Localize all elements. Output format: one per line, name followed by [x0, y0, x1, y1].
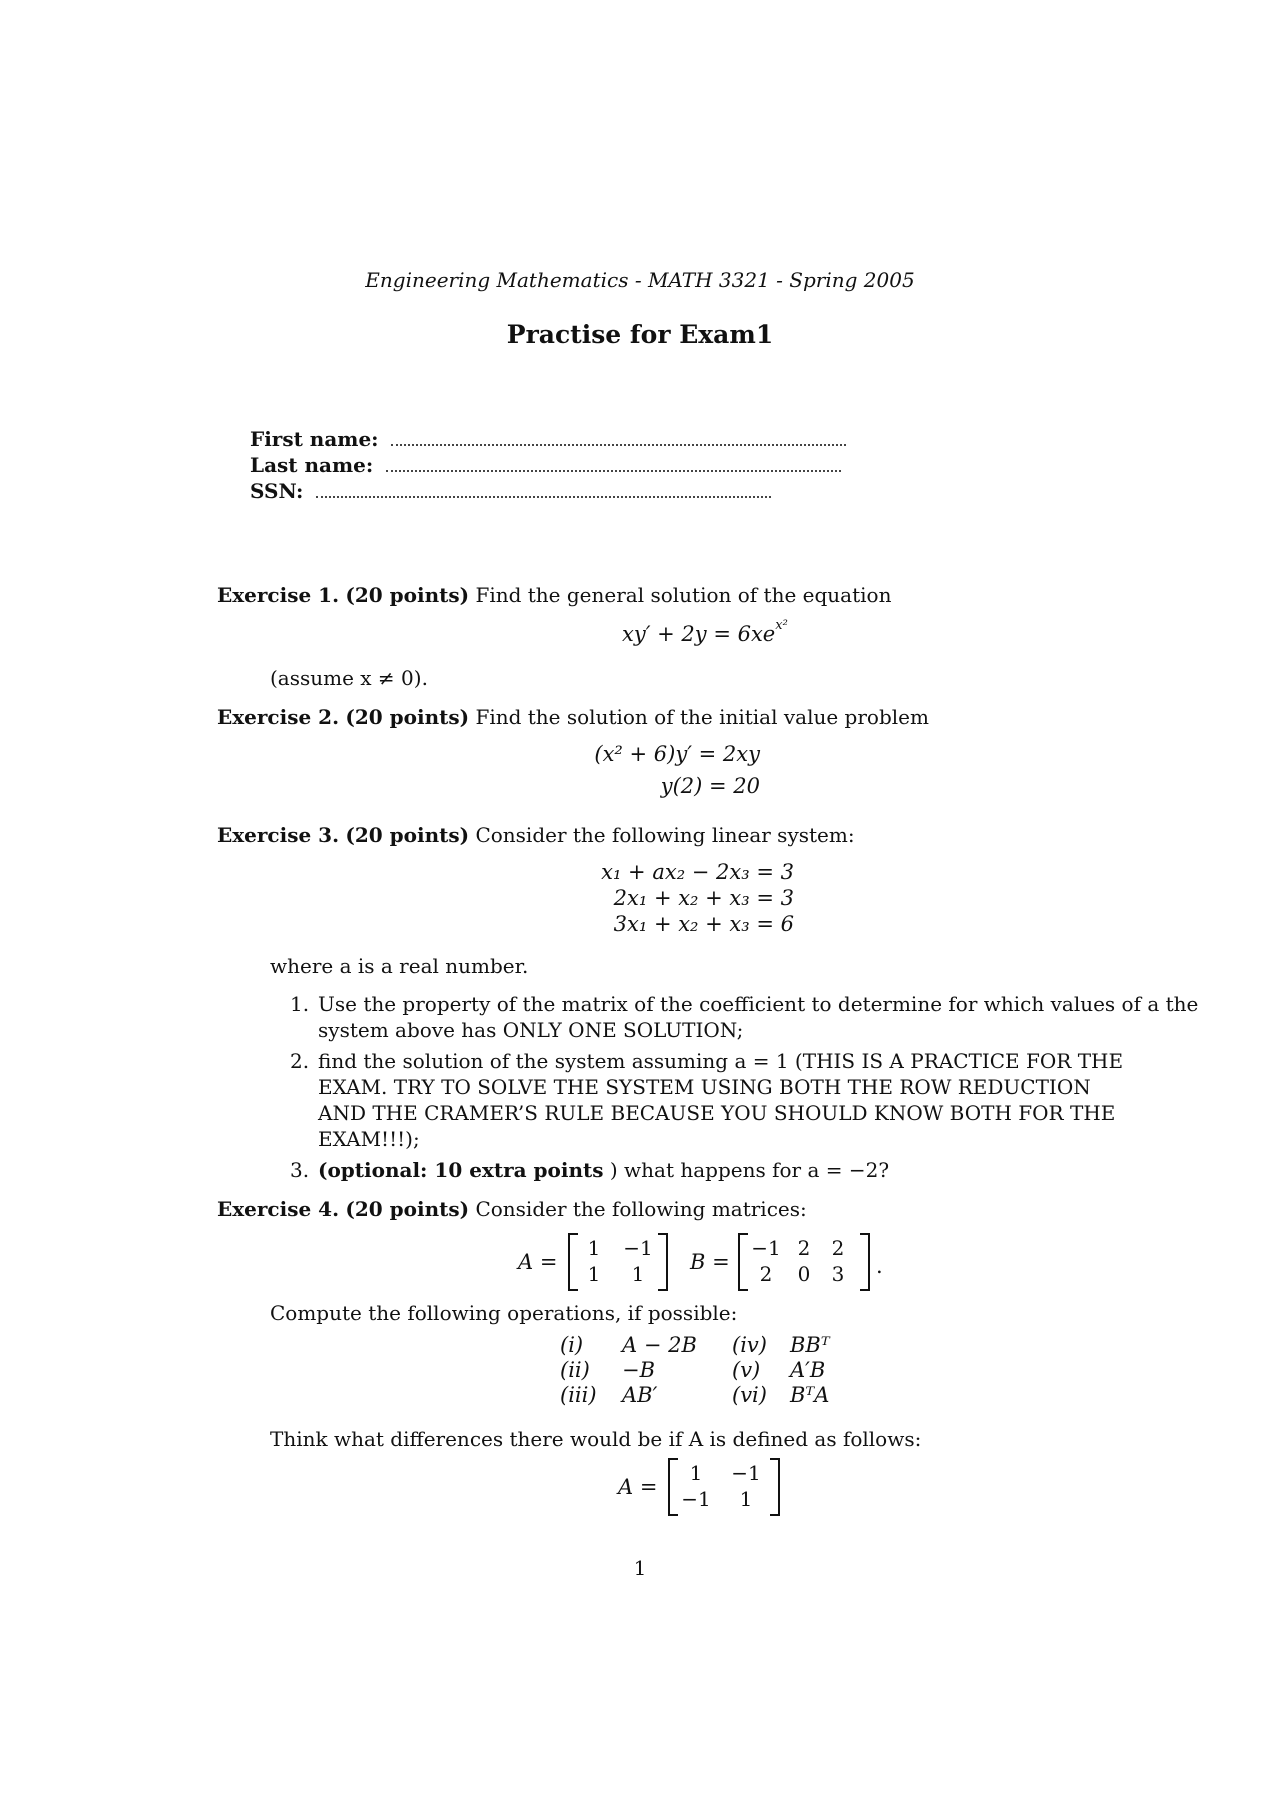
matrix-a2 — [668, 1458, 780, 1516]
exercise-points: (20 points) — [345, 1197, 470, 1221]
op-item: (iii) — [560, 1383, 597, 1407]
ex4-think: Think what differences there would be if A is defined as follows: — [270, 1427, 922, 1451]
exercise-text: Consider the following matrices: — [475, 1197, 807, 1221]
list-item: 2. find the solution of the system assuming a = 1 (THIS IS A PRACTICE FOR THE EXAM. TRY TO SOLVE THE SYSTEM USING BOTH THE ROW REDUCTION AND THE CRAMER’S RULE BECAUSE YOU SHOULD KNOW BOTH FOR THE EXAM!!!); — [290, 1049, 1124, 1151]
matrix-cell: −1 — [681, 1487, 711, 1511]
matrix-cell: 2 — [831, 1236, 845, 1260]
matrix-a — [568, 1233, 668, 1291]
matrix-b — [738, 1233, 870, 1291]
matrix-cell: 1 — [631, 1262, 645, 1286]
exercise-label: Exercise 4. — [217, 1197, 340, 1221]
matrix-a2-label: A = — [618, 1475, 658, 1499]
page-title: Practise for Exam1 — [506, 320, 774, 349]
ex3-equation-1: x₁ + ax₂ − 2x₃ = 3 — [601, 860, 794, 884]
list-item: 3. (optional: 10 extra points ) what happens for a = −2? — [290, 1158, 890, 1182]
op-item: (i) — [560, 1333, 584, 1357]
matrix-cell: −1 — [731, 1461, 761, 1485]
matrix-cell: −1 — [751, 1236, 781, 1260]
matrix-cell: 2 — [797, 1236, 811, 1260]
period: . — [876, 1254, 883, 1278]
op-expr: A′B — [790, 1358, 826, 1382]
ssn-label: SSN: — [250, 479, 304, 503]
ex3-equation-3: 3x₁ + x₂ + x₃ = 6 — [613, 912, 794, 936]
exercise-1-heading — [217, 582, 891, 608]
exercise-points: (20 points) — [345, 823, 470, 847]
op-item: (ii) — [560, 1358, 590, 1382]
exercise-4-heading — [217, 1196, 807, 1222]
exercise-2-heading — [217, 704, 929, 730]
dotted-line — [391, 444, 846, 446]
op-item: (vi) — [732, 1383, 767, 1407]
op-item: (iv) — [732, 1333, 767, 1357]
op-expr: BBᵀ — [790, 1333, 830, 1357]
matrix-cell: 1 — [689, 1461, 703, 1485]
ex3-equation-2: 2x₁ + x₂ + x₃ = 3 — [613, 886, 794, 910]
matrix-cell: 1 — [739, 1487, 753, 1511]
matrix-cell: 2 — [759, 1262, 773, 1286]
op-expr: AB′ — [622, 1383, 658, 1407]
op-expr: A − 2B — [622, 1333, 697, 1357]
first-name-field — [250, 426, 846, 452]
first-name-label: First name: — [250, 427, 379, 451]
exercise-text: Consider the following linear system: — [475, 823, 855, 847]
ex2-equation-1: (x² + 6)y′ = 2xy — [594, 742, 760, 766]
exercise-points: (20 points) — [345, 705, 470, 729]
matrix-cell: −1 — [623, 1236, 653, 1260]
matrix-b-label: B = — [690, 1250, 730, 1274]
exercise-text: Find the general solution of the equation — [475, 583, 892, 607]
last-name-field — [250, 452, 841, 478]
list-item: 1. Use the property of the matrix of the coefficient to determine for which values of a the system above has ONLY ONE SOLUTION; — [290, 992, 1199, 1042]
op-expr: −B — [622, 1358, 656, 1382]
ex3-where: where a is a real number. — [270, 954, 529, 978]
course-line: Engineering Mathematics - MATH 3321 - Spring 2005 — [365, 268, 915, 292]
op-item: (v) — [732, 1358, 761, 1382]
exercise-3-heading — [217, 822, 855, 848]
dotted-line — [316, 496, 771, 498]
exercise-points: (20 points) — [345, 583, 470, 607]
ex4-compute: Compute the following operations, if possible: — [270, 1301, 738, 1325]
dotted-line — [386, 470, 841, 472]
exercise-text: Find the solution of the initial value problem — [475, 705, 929, 729]
ex1-equation: $xy' + 2y = 6xe^{x^2}$ — [622, 618, 788, 646]
last-name-label: Last name: — [250, 453, 374, 477]
exercise-label: Exercise 1. — [217, 583, 340, 607]
op-expr: BᵀA — [790, 1383, 830, 1407]
matrix-cell: 0 — [797, 1262, 811, 1286]
ex1-exponent: x² — [775, 618, 788, 633]
ex1-note: (assume x ≠ 0). — [270, 666, 428, 690]
matrix-cell: 3 — [831, 1262, 845, 1286]
matrix-cell: 1 — [587, 1236, 601, 1260]
page-number: 1 — [633, 1556, 647, 1580]
ssn-field — [250, 478, 771, 504]
matrix-a-label: A = — [518, 1250, 558, 1274]
ex2-equation-2: y(2) = 20 — [660, 774, 760, 798]
exercise-label: Exercise 3. — [217, 823, 340, 847]
matrix-cell: 1 — [587, 1262, 601, 1286]
exercise-label: Exercise 2. — [217, 705, 340, 729]
